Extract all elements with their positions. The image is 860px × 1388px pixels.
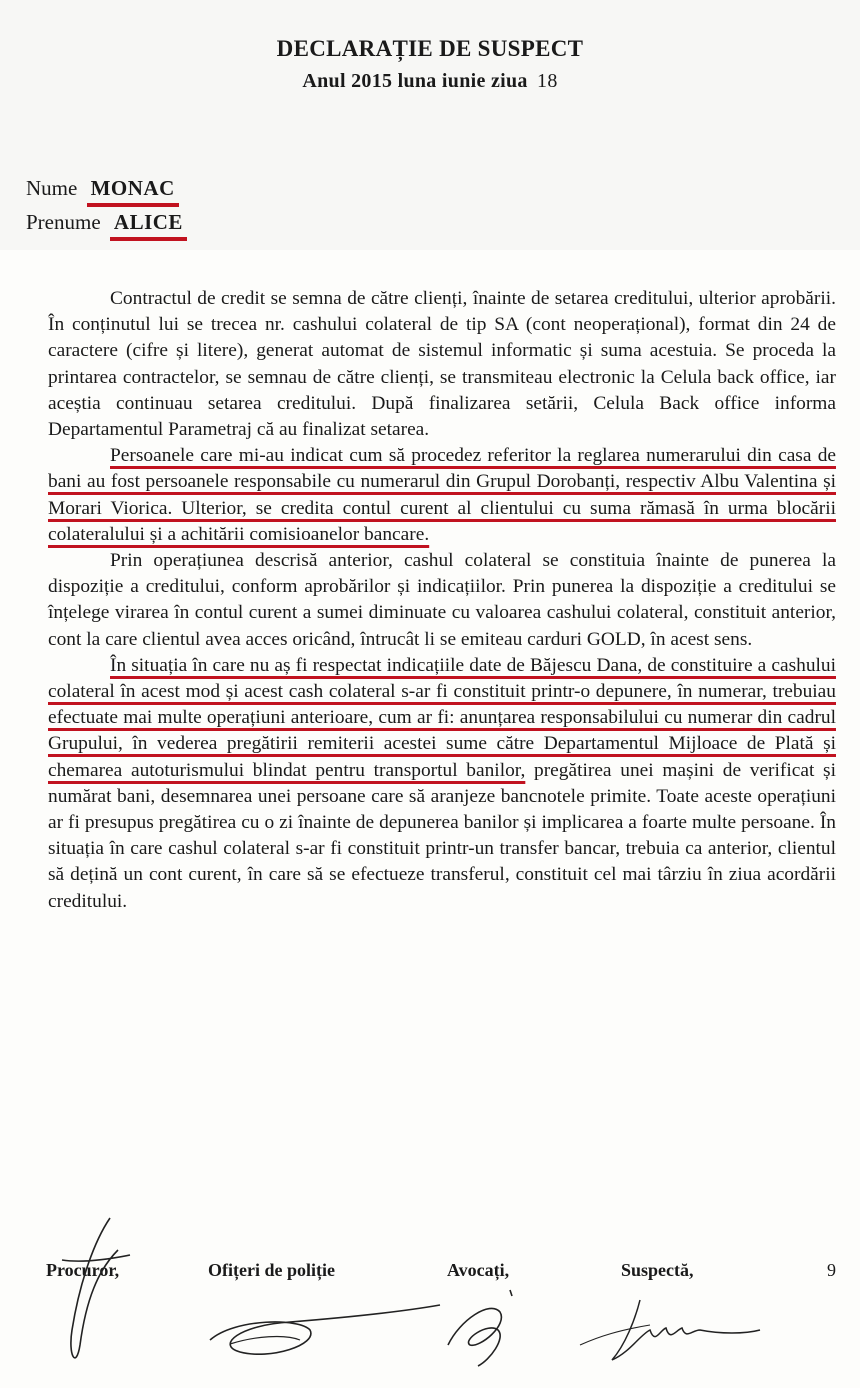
firstname-label: Prenume [26, 210, 101, 234]
paragraph-contract: Contractul de credit se semna de către clienți, înainte de setarea creditului, ulterior aprobării. În conținutul lui se trecea nr. cashului colateral de tip SA (cont neoperațional), format din 24 de caractere (cifre și litere), generat automat de sistemul informatic și suma acestuia. Se proceda la printarea contractelor, se semnau de către clienți, se transmiteau electronic la Celula back office, iar aceștia continuau setarea creditului. După finalizarea setării, Celula Back office informa Departamentul Parametraj că au finalizat setarea. [48, 288, 836, 441]
date-label: Anul 2015 luna iunie ziua [302, 70, 528, 92]
paragraph-continuation: pregătirea unei mașini de verificat și numărat bani, desemnarea unei persoane care să aranjeze bancnotele primite. Toate aceste operațiuni ar fi presupus pregătirea cu o zi înainte de depunerea banilor și implicarea a foarte multe persoane. În situația în care cashul colateral s-ar fi constituit printr-un transfer bancar, trebuia ca anterior, clientul să dețină un cont curent, în care să se efectueze transferul, constituit cel mai târziu în ziua acordării creditului. [48, 759, 836, 912]
signature-prosecutor: Procuror, [46, 1260, 120, 1280]
date-day: 18 [537, 70, 558, 92]
highlighted-text: În situația în care nu aș fi respectat indicațiile date de Băjescu Dana, de constituire a cashului colateral în acest mod și acest cash colateral s-ar fi constituit printr-o depunere, în numerar, trebuiau efectuate mai multe operațiuni anterioare, cum ar fi: anunțarea responsabilului cu numerar din cadrul Grupului, în vederea pregătirii remiterii acestei sume către Departamentul Mijloace de Plată și chemarea autoturismului blindat pentru transportul banilor, [48, 654, 836, 781]
signature-suspect: Suspectă, [621, 1260, 694, 1280]
highlighted-text: Persoanele care mi-au indicat cum să procedez referitor la reglarea numerarului din casa de bani au fost persoanele responsabile cu numerarul din Grupul Dorobanți, respectiv Albu Valentina și Morari Viorica. Ulterior, se credita contul curent al clientului cu suma rămasă în urma blocării colateralului și a achitării comisioanelor bancare. [48, 445, 836, 545]
signature-lawyers: Avocați, [447, 1260, 510, 1280]
paragraph-alternative [48, 653, 836, 915]
police-signature-mark [230, 1337, 300, 1344]
police-signature-mark [210, 1305, 440, 1354]
firstname-line [26, 210, 187, 241]
page-number: 9 [827, 1260, 836, 1280]
surname-line [26, 176, 179, 207]
paragraph-operation: Prin operațiunea descrisă anterior, cashul colateral se constituia înainte de punerea la dispoziție a creditului, conform aprobărilor și indicațiilor. Prin punerea la dispoziție a creditului se înțelege virarea în contul curent a sumei diminuate cu valoarea cashului colateral, constituit anterior, cont la care clientul avea acces oricând, întrucât li se emiteau carduri GOLD, în acest sens. [48, 550, 836, 650]
signature-police: Ofițeri de poliție [208, 1260, 335, 1280]
surname-value: MONAC [87, 176, 179, 207]
signature-row [46, 1260, 836, 1290]
declaration-body [48, 286, 836, 915]
document-date [0, 70, 860, 93]
surname-label: Nume [26, 176, 78, 200]
paragraph-responsible-persons [48, 443, 836, 548]
suspect-signature-mark [580, 1325, 650, 1345]
firstname-value: ALICE [110, 210, 187, 241]
document-title: DECLARAȚIE DE SUSPECT [276, 36, 584, 61]
suspect-signature-mark [612, 1300, 760, 1360]
lawyers-signature-mark [448, 1290, 512, 1366]
